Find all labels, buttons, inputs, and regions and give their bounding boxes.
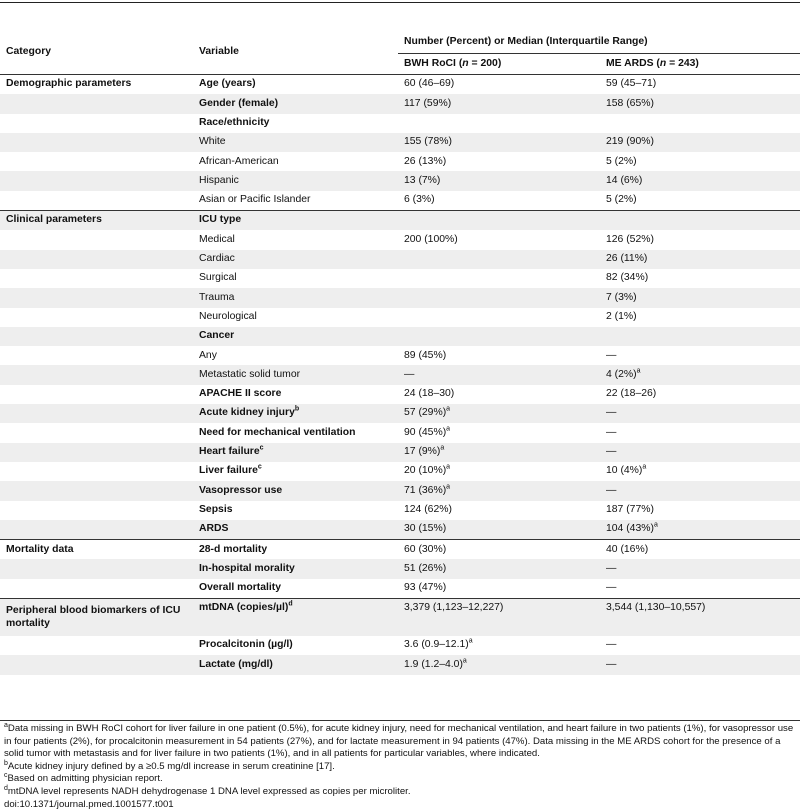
cell-bwh [398, 250, 600, 269]
cell-category [0, 250, 193, 269]
cell-category [0, 443, 193, 462]
cell-bwh [398, 288, 600, 307]
cell-me: 3,544 (1,130–10,557) [600, 599, 800, 637]
table-row [0, 636, 800, 655]
data-table [0, 31, 800, 675]
table-body [0, 75, 800, 675]
cell-bwh [398, 269, 600, 288]
cell-me: — [606, 582, 617, 594]
table-top-rule [0, 2, 800, 3]
cell-variable: Cancer [193, 327, 398, 346]
table-row [0, 501, 800, 520]
cell-me: — [600, 559, 800, 578]
cell-bwh: 6 (3%) [404, 194, 435, 206]
cell-category [0, 327, 193, 346]
cell-variable: Cardiac [193, 250, 398, 269]
cell-bwh [398, 327, 600, 346]
cell-category [0, 501, 193, 520]
cell-variable: Sepsis [199, 503, 233, 515]
header-category: Category [0, 31, 193, 75]
cell-category [0, 94, 193, 113]
table-row [0, 171, 800, 190]
cell-variable: ARDS [193, 520, 398, 540]
cell-me: 82 (34%) [606, 272, 649, 284]
cell-me: 126 (52%) [606, 233, 654, 245]
table-row [0, 327, 800, 346]
cell-variable: Any [199, 349, 217, 361]
table-row [0, 250, 800, 269]
cell-category: Mortality data [6, 543, 74, 555]
cell-me: 5 (2%) [606, 155, 637, 167]
cell-me [600, 114, 800, 133]
cell-category [0, 385, 193, 404]
table-row [0, 133, 800, 152]
cell-me: — [600, 404, 800, 423]
cell-bwh: 117 (59%) [398, 94, 600, 113]
table-row [0, 230, 800, 249]
cell-category [0, 365, 193, 384]
cell-bwh: 60 (30%) [404, 543, 447, 555]
cell-me: 4 $(2\%)^a$ [600, 365, 800, 384]
footnote: $^b$Acute kidney injury defined by a ≥0.5 mg/dl increase in serum creatinine [17]. [4, 759, 335, 772]
table-row [0, 462, 800, 481]
cell-me: — [600, 481, 800, 500]
cell-variable: Age (years) [199, 78, 256, 90]
cell-bwh: 57 $(29\%)^a$ [398, 404, 600, 423]
cell-bwh: 26 (13%) [404, 155, 447, 167]
cell-variable: In-hospital morality [193, 559, 398, 578]
cell-me: — [606, 349, 617, 361]
cell-variable: African-American [199, 155, 279, 167]
cell-bwh: 3,379 (1,123–12,227) [398, 599, 600, 637]
cell-category [0, 579, 193, 599]
cell-me: 40 (16%) [606, 543, 649, 555]
table-row [0, 308, 800, 327]
cell-variable: Need for mechanical ventilation [199, 426, 356, 438]
cell-category [0, 559, 193, 578]
table-row [0, 365, 800, 384]
cell-category: Peripheral blood biomarkers of ICU mortality [0, 599, 193, 637]
cell-category [0, 655, 193, 674]
table-row [0, 655, 800, 674]
header-me: ME ARDS (n = 243) [606, 57, 699, 69]
cell-bwh: 1.9 $(1.2-4.0)^a$ [398, 655, 600, 674]
footnote: doi:10.1371/journal.pmed.1001577.t001 [4, 798, 174, 810]
cell-variable: White [193, 133, 398, 152]
cell-category [0, 133, 193, 152]
cell-me [600, 211, 800, 231]
cell-bwh: 3.6 $(0.9-12.1)^a$ [404, 637, 473, 651]
table-row [0, 540, 800, 560]
cell-category [0, 520, 193, 540]
table-row [0, 385, 800, 404]
cell-me: 187 (77%) [606, 503, 654, 515]
cell-me: — [600, 443, 800, 462]
cell-bwh: 13 (7%) [398, 171, 600, 190]
cell-variable: Asian or Pacific Islander [199, 194, 311, 206]
table-footnotes [4, 723, 798, 811]
cell-variable: Acute kidney injury$^b$ [193, 404, 398, 423]
cell-me: 2 (1%) [606, 310, 637, 322]
cell-bwh [398, 308, 600, 327]
cell-bwh: 124 (62%) [404, 503, 452, 515]
cell-variable: Metastatic solid tumor [193, 365, 398, 384]
cell-bwh: 200 (100%) [404, 233, 458, 245]
cell-category [0, 636, 193, 655]
cell-bwh: 30 (15%) [398, 520, 600, 540]
cell-me: — [606, 639, 617, 651]
cell-me: 5 (2%) [606, 194, 637, 206]
table-row [0, 579, 800, 599]
footnote: $^c$Based on admitting physician report. [4, 772, 163, 785]
table-row [0, 114, 800, 133]
cell-category [0, 191, 193, 211]
cell-bwh [398, 114, 600, 133]
cell-category [0, 288, 193, 307]
cell-me: 158 (65%) [600, 94, 800, 113]
cell-bwh: 17 $(9\%)^a$ [398, 443, 600, 462]
cell-bwh: 60 (46–69) [404, 78, 455, 90]
table-row [0, 404, 800, 423]
cell-variable: Medical [199, 233, 235, 245]
cell-variable: Procalcitonin (µg/l) [199, 639, 293, 651]
cell-variable: Neurological [199, 310, 257, 322]
cell-variable: Trauma [193, 288, 398, 307]
cell-category [0, 346, 193, 365]
cell-category [0, 269, 193, 288]
cell-bwh: 89 (45%) [404, 349, 447, 361]
cell-variable: Race/ethnicity [199, 117, 270, 128]
table-row [0, 443, 800, 462]
cell-variable: Gender (female) [193, 94, 398, 113]
table-row [0, 269, 800, 288]
cell-variable: mtDNA (copies/µl)$^d$ [193, 599, 398, 637]
cell-me: — [600, 655, 800, 674]
cell-bwh: 51 (26%) [398, 559, 600, 578]
cell-category [0, 462, 193, 481]
cell-category [0, 171, 193, 190]
cell-me: 22 (18–26) [606, 388, 657, 400]
cell-category: Demographic parameters [6, 78, 132, 90]
table-row [0, 75, 800, 95]
cell-me: 14 (6%) [600, 171, 800, 190]
cell-bwh: 24 (18–30) [404, 388, 455, 400]
cell-variable: 28-d mortality [199, 543, 268, 555]
cell-category [0, 308, 193, 327]
cell-me: 219 (90%) [600, 133, 800, 152]
cell-me: 59 (45–71) [606, 78, 657, 90]
cell-category [0, 230, 193, 249]
table-row [0, 288, 800, 307]
cell-bwh: 71 $(36\%)^a$ [398, 481, 600, 500]
footnote: $^a$Data missing in BWH RoCI cohort for liver failure in one patient (0.5%), for acute kidney injury, need for mechanical ventilation, and heart failure in two patients (1%), for vasopressor use in four patients (2%), for procalcitonin measurement in 54 patients (27%), and for lactate measurement in 94 patients (47%). Data missing in the ME ARDS cohort for the presence of a solid tumor with metastasis and for liver failure in two patients (1%), and in all patients for particular variables, where indicated. [4, 721, 794, 760]
header-group: Number (Percent) or Median (Interquartile Range) [398, 31, 800, 54]
cell-me: 104 $(43\%)^a$ [600, 520, 800, 540]
cell-variable: Overall mortality [199, 582, 282, 594]
cell-variable: Vasopressor use [193, 481, 398, 500]
table-row [0, 520, 800, 540]
cell-variable: APACHE II score [199, 388, 282, 400]
cell-category [0, 152, 193, 171]
cell-me: — [606, 426, 617, 438]
cell-bwh: 93 (47%) [404, 582, 447, 594]
table-row [0, 599, 800, 637]
cell-me: 7 (3%) [600, 288, 800, 307]
footnote: $^d$mtDNA level represents NADH dehydrogenase 1 DNA level expressed as copies per microliter. [4, 784, 411, 797]
cell-bwh: — [398, 365, 600, 384]
cell-category [0, 423, 193, 442]
cell-variable: Hispanic [193, 171, 398, 190]
table-row [0, 94, 800, 113]
cell-category [0, 404, 193, 423]
table-row [0, 152, 800, 171]
cell-variable: Heart failure$^c$ [193, 443, 398, 462]
cell-bwh: 20 $(10\%)^a$ [404, 463, 451, 477]
cell-category [0, 114, 193, 133]
cell-variable: ICU type [193, 211, 398, 231]
table-row [0, 481, 800, 500]
cell-category: Clinical parameters [0, 211, 193, 231]
cell-bwh [398, 211, 600, 231]
cell-variable: Lactate (mg/dl) [193, 655, 398, 674]
table-header [0, 31, 800, 75]
cell-category [0, 481, 193, 500]
cell-bwh: 90 $(45\%)^a$ [404, 425, 451, 438]
header-bwh: BWH RoCI (n = 200) [404, 57, 502, 69]
cell-variable: Surgical [199, 272, 237, 284]
header-variable: Variable [193, 31, 398, 75]
table-row [0, 211, 800, 231]
cell-variable: Liver failure$^c$ [199, 463, 262, 477]
cell-me [600, 327, 800, 346]
table-row [0, 423, 800, 442]
table-bottom-rule [0, 720, 800, 721]
cell-bwh: 155 (78%) [398, 133, 600, 152]
cell-me: 26 (11%) [600, 250, 800, 269]
table-row [0, 559, 800, 578]
cell-me: 10 $(4\%)^a$ [606, 463, 647, 477]
table-row [0, 191, 800, 211]
table-row [0, 346, 800, 365]
